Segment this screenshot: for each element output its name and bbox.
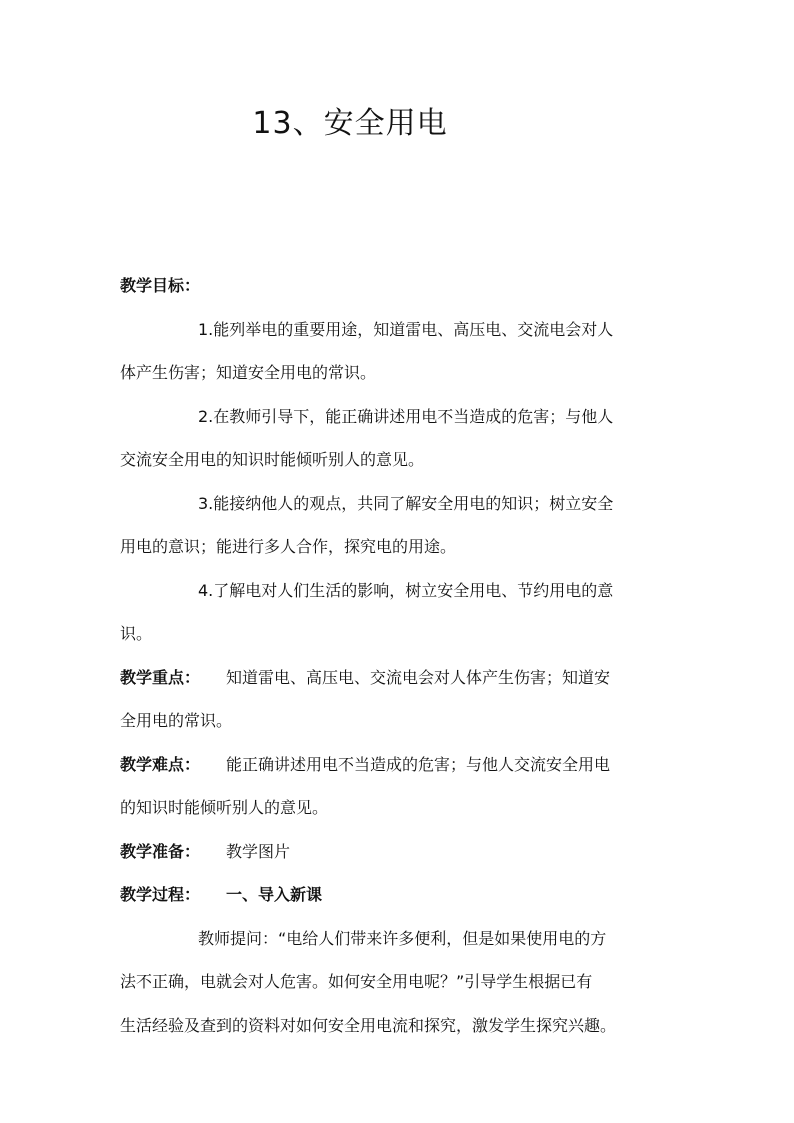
process-label: 教学过程： [120, 885, 201, 904]
preparation-line [120, 836, 680, 867]
objectives-label: 教学目标： [120, 276, 201, 295]
difficult-points-label: 教学难点： [120, 754, 201, 774]
process-paragraph-line-1: 教师提问：“电给人们带来许多便利，但是如果使用电的方 [198, 928, 607, 948]
difficult-points-text-1: 能正确讲述用电不当造成的危害；与他人交流安全用电 [226, 754, 611, 774]
key-points-line-1 [120, 662, 680, 693]
difficult-points-line-2: 的知识时能倾听别人的意见。 [120, 798, 329, 817]
process-paragraph-line-2: 法不正确，电就会对人危害。如何安全用电呢？”引导学生根据已有 [120, 972, 593, 991]
key-points-line-2: 全用电的常识。 [120, 711, 233, 730]
objective-1-line-2: 体产生伤害；知道安全用电的常识。 [120, 363, 377, 382]
process-line [120, 879, 680, 910]
objective-3-line-2: 用电的意识；能进行多人合作，探究电的用途。 [120, 537, 457, 556]
document-title-text: 13、安全用电 [252, 106, 448, 141]
difficult-points-line-1 [120, 749, 680, 780]
key-points-text-1: 知道雷电、高压电、交流电会对人体产生伤害；知道安 [226, 667, 611, 687]
objective-2-line-1: 2.在教师引导下，能正确讲述用电不当造成的危害；与他人 [198, 406, 614, 426]
objective-3-line-1: 3.能接纳他人的观点，共同了解安全用电的知识；树立安全 [198, 493, 614, 513]
objectives-heading [120, 270, 680, 301]
objective-1-line-1: 1.能列举电的重要用途，知道雷电、高压电、交流电会对人 [198, 319, 614, 339]
preparation-value: 教学图片 [226, 841, 291, 861]
document-title [0, 98, 700, 142]
preparation-label: 教学准备： [120, 841, 201, 861]
process-paragraph-line-3: 生活经验及查到的资料对如何安全用电流和探究，激发学生探究兴趣。 [120, 1015, 617, 1035]
key-points-label: 教学重点： [120, 667, 201, 687]
objective-4-line-1: 4.了解电对人们生活的影响，树立安全用电、节约用电的意 [198, 580, 614, 600]
process-section-heading: 一、导入新课 [226, 885, 323, 904]
document-body [120, 270, 680, 1053]
objective-4-line-2: 识。 [120, 624, 153, 643]
objective-2-line-2: 交流安全用电的知识时能倾听别人的意见。 [120, 450, 425, 469]
